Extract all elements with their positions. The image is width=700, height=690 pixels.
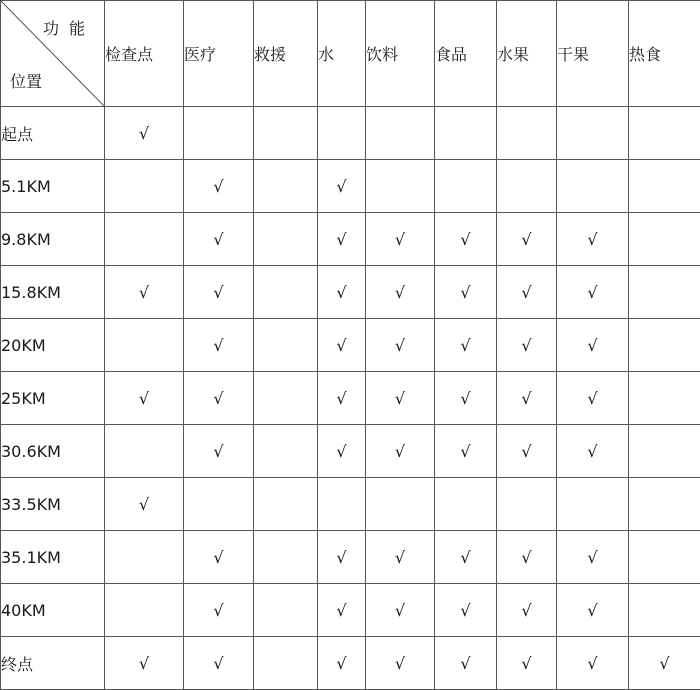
empty-cell (254, 531, 318, 584)
column-header: 水果 (497, 1, 557, 107)
check-mark-cell: √ (318, 319, 366, 372)
check-mark-cell: √ (366, 266, 435, 319)
check-mark-cell: √ (497, 266, 557, 319)
table-row (1, 160, 700, 213)
empty-cell (105, 319, 184, 372)
empty-cell (629, 478, 700, 531)
empty-cell (629, 160, 700, 213)
table-row (1, 584, 700, 637)
empty-cell (497, 107, 557, 160)
check-mark-cell: √ (435, 584, 497, 637)
check-mark-cell: √ (435, 372, 497, 425)
empty-cell (184, 107, 254, 160)
empty-cell (254, 213, 318, 266)
check-mark-cell: √ (435, 637, 497, 690)
check-mark-cell: √ (184, 637, 254, 690)
check-mark-cell: √ (184, 266, 254, 319)
check-mark-cell: √ (497, 372, 557, 425)
empty-cell (435, 107, 497, 160)
empty-cell (254, 266, 318, 319)
check-mark-cell: √ (435, 213, 497, 266)
table-row (1, 213, 700, 266)
check-mark-cell: √ (318, 637, 366, 690)
check-mark-cell: √ (497, 319, 557, 372)
check-mark-cell: √ (435, 266, 497, 319)
row-position-label: 40KM (1, 584, 105, 637)
check-mark-cell: √ (435, 531, 497, 584)
check-mark-cell: √ (318, 531, 366, 584)
check-mark-cell: √ (184, 425, 254, 478)
check-mark-cell: √ (184, 372, 254, 425)
row-position-label: 20KM (1, 319, 105, 372)
table-body (1, 107, 700, 690)
check-mark-cell: √ (184, 160, 254, 213)
row-position-label: 终点 (1, 637, 105, 690)
row-position-label: 35.1KM (1, 531, 105, 584)
check-mark-cell: √ (557, 213, 629, 266)
header-row (1, 1, 700, 107)
empty-cell (435, 478, 497, 531)
check-mark-cell: √ (318, 372, 366, 425)
empty-cell (318, 107, 366, 160)
check-mark-cell: √ (184, 531, 254, 584)
empty-cell (629, 213, 700, 266)
column-header: 干果 (557, 1, 629, 107)
empty-cell (366, 107, 435, 160)
check-mark-cell: √ (497, 425, 557, 478)
empty-cell (497, 160, 557, 213)
check-mark-cell: √ (366, 319, 435, 372)
corner-header-cell (1, 1, 105, 107)
check-mark-cell: √ (318, 266, 366, 319)
empty-cell (557, 160, 629, 213)
check-mark-cell: √ (497, 531, 557, 584)
check-mark-cell: √ (557, 637, 629, 690)
check-mark-cell: √ (497, 213, 557, 266)
column-header: 检查点 (105, 1, 184, 107)
table-row (1, 107, 700, 160)
empty-cell (105, 425, 184, 478)
row-position-label: 33.5KM (1, 478, 105, 531)
empty-cell (557, 478, 629, 531)
table-row (1, 478, 700, 531)
row-position-label: 15.8KM (1, 266, 105, 319)
check-mark-cell: √ (557, 266, 629, 319)
check-mark-cell: √ (105, 266, 184, 319)
check-mark-cell: √ (318, 425, 366, 478)
empty-cell (629, 107, 700, 160)
check-mark-cell: √ (105, 478, 184, 531)
check-mark-cell: √ (497, 584, 557, 637)
empty-cell (497, 478, 557, 531)
check-mark-cell: √ (318, 160, 366, 213)
row-position-label: 30.6KM (1, 425, 105, 478)
check-mark-cell: √ (557, 319, 629, 372)
empty-cell (629, 531, 700, 584)
check-mark-cell: √ (105, 637, 184, 690)
check-mark-cell: √ (366, 372, 435, 425)
check-mark-cell: √ (497, 637, 557, 690)
empty-cell (254, 372, 318, 425)
table-row (1, 372, 700, 425)
check-mark-cell: √ (557, 584, 629, 637)
column-header: 食品 (435, 1, 497, 107)
check-mark-cell: √ (105, 372, 184, 425)
check-mark-cell: √ (557, 372, 629, 425)
row-position-label: 起点 (1, 107, 105, 160)
column-header: 救援 (254, 1, 318, 107)
empty-cell (557, 107, 629, 160)
empty-cell (629, 266, 700, 319)
check-mark-cell: √ (629, 637, 700, 690)
check-mark-cell: √ (435, 319, 497, 372)
empty-cell (254, 425, 318, 478)
empty-cell (629, 425, 700, 478)
empty-cell (254, 637, 318, 690)
check-mark-cell: √ (318, 584, 366, 637)
check-mark-cell: √ (105, 107, 184, 160)
row-position-label: 5.1KM (1, 160, 105, 213)
empty-cell (105, 213, 184, 266)
empty-cell (629, 372, 700, 425)
table-row (1, 425, 700, 478)
empty-cell (184, 478, 254, 531)
column-header: 饮料 (366, 1, 435, 107)
empty-cell (254, 160, 318, 213)
empty-cell (254, 584, 318, 637)
position-axis-label: 位置 (10, 72, 43, 91)
empty-cell (105, 531, 184, 584)
empty-cell (105, 584, 184, 637)
check-mark-cell: √ (184, 213, 254, 266)
column-header: 水 (318, 1, 366, 107)
check-mark-cell: √ (366, 425, 435, 478)
check-mark-cell: √ (366, 584, 435, 637)
function-axis-label: 功能 (42, 19, 95, 38)
table-row (1, 319, 700, 372)
empty-cell (254, 478, 318, 531)
column-header: 医疗 (184, 1, 254, 107)
row-position-label: 9.8KM (1, 213, 105, 266)
empty-cell (254, 319, 318, 372)
check-mark-cell: √ (366, 531, 435, 584)
empty-cell (366, 160, 435, 213)
empty-cell (366, 478, 435, 531)
check-mark-cell: √ (557, 425, 629, 478)
check-mark-cell: √ (366, 213, 435, 266)
empty-cell (629, 319, 700, 372)
check-mark-cell: √ (366, 637, 435, 690)
table-row (1, 266, 700, 319)
check-mark-cell: √ (557, 531, 629, 584)
table-row (1, 637, 700, 690)
empty-cell (318, 478, 366, 531)
row-position-label: 25KM (1, 372, 105, 425)
check-mark-cell: √ (184, 319, 254, 372)
check-mark-cell: √ (435, 425, 497, 478)
check-mark-cell: √ (318, 213, 366, 266)
empty-cell (435, 160, 497, 213)
empty-cell (105, 160, 184, 213)
empty-cell (629, 584, 700, 637)
table-row (1, 531, 700, 584)
empty-cell (254, 107, 318, 160)
check-mark-cell: √ (184, 584, 254, 637)
column-header: 热食 (629, 1, 700, 107)
